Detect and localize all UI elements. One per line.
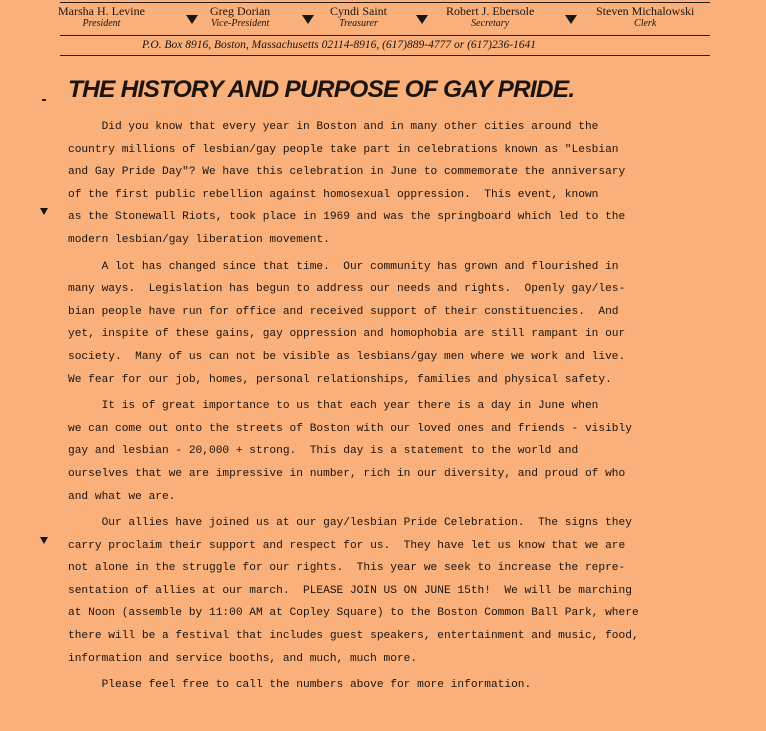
- article-body: [68, 116, 718, 697]
- text-line: ourselves that we are impressive in number, rich in our diversity, and proud of who: [68, 467, 626, 480]
- margin-mark: [42, 99, 46, 101]
- officer-name: Cyndi Saint: [330, 4, 388, 18]
- officers-header: [60, 4, 710, 36]
- paragraph-change: [68, 256, 718, 392]
- text-line: country millions of lesbian/gay people take part in celebrations known as "Lesbian: [68, 143, 619, 156]
- paragraph-history: [68, 116, 718, 252]
- text-line: carry proclaim their support and respect for us. They have let us know that we are: [68, 539, 626, 552]
- paragraph-importance: [68, 395, 718, 508]
- officer-title: Clerk: [634, 18, 657, 29]
- text-line: of the first public rebellion against homosexual oppression. This event, known: [68, 188, 599, 201]
- officer-name: Marsha H. Levine: [58, 4, 145, 18]
- officer-title: Treasurer: [339, 18, 378, 29]
- officer-title: Vice-President: [211, 18, 270, 29]
- text-line: not alone in the struggle for our rights. This year we seek to increase the repre-: [68, 562, 626, 575]
- text-line: It is of great importance to us that each year there is a day in June when: [68, 400, 599, 413]
- officer-treasurer: [330, 4, 387, 30]
- text-line: at Noon (assemble by 11:00 AM at Copley Square) to the Boston Common Ball Park, where: [68, 607, 639, 620]
- text-line: society. Many of us can not be visible as lesbians/gay men where we work and live.: [68, 350, 626, 363]
- triangle-bullet-icon: [186, 15, 198, 24]
- triangle-bullet-icon: [302, 15, 314, 24]
- text-line: yet, inspite of these gains, gay oppression and homophobia are still rampant in our: [68, 328, 626, 341]
- text-line: bian people have run for office and received support of their constituencies. And: [68, 305, 619, 318]
- text-line: We fear for our job, homes, personal relationships, families and physical safety.: [68, 373, 612, 386]
- text-line: we can come out onto the streets of Boston with our loved ones and friends - visibly: [68, 422, 632, 435]
- officer-title: President: [82, 18, 121, 29]
- officer-title: Secretary: [471, 18, 510, 29]
- officer-vice-president: [210, 4, 270, 30]
- officer-clerk: [596, 4, 694, 30]
- triangle-bullet-icon: [40, 208, 48, 215]
- text-line: many ways. Legislation has begun to address our needs and rights. Openly gay/les-: [68, 283, 626, 296]
- officer-president: [58, 4, 145, 30]
- text-line: Did you know that every year in Boston and in many other cities around the: [68, 121, 599, 133]
- text-line: as the Stonewall Riots, took place in 1969 and was the springboard which led to the: [68, 211, 626, 224]
- text-line: and Gay Pride Day"? We have this celebration in June to commemorate the anniversary: [68, 166, 626, 179]
- triangle-bullet-icon: [40, 537, 48, 544]
- triangle-bullet-icon: [416, 15, 428, 24]
- mailing-address: P.O. Box 8916, Boston, Massachusetts 02114-8916, (617)889-4777 or (617)236-1641: [142, 39, 537, 51]
- text-line: Please feel free to call the numbers above for more information.: [68, 679, 532, 692]
- paragraph-contact: [68, 674, 718, 697]
- triangle-bullet-icon: [565, 15, 577, 24]
- text-line: information and service booths, and much, much more.: [68, 652, 418, 665]
- officer-name: Robert J. Ebersole: [446, 4, 535, 18]
- officer-name: Greg Dorian: [210, 4, 271, 18]
- text-line: and what we are.: [68, 490, 176, 503]
- text-line: sentation of allies at our march. PLEASE JOIN US ON JUNE 15th! We will be marching: [68, 584, 632, 597]
- text-line: A lot has changed since that time. Our community has grown and flourished in: [68, 260, 619, 273]
- officer-name: Steven Michalowski: [596, 4, 695, 18]
- text-line: gay and lesbian - 20,000 + strong. This day is a statement to the world and: [68, 445, 579, 458]
- officer-secretary: [446, 4, 534, 30]
- paragraph-allies: [68, 512, 718, 670]
- text-line: there will be a festival that includes guest speakers, entertainment and music, food,: [68, 630, 639, 643]
- top-rule: [60, 2, 710, 3]
- text-line: Our allies have joined us at our gay/lesbian Pride Celebration. The signs they: [68, 517, 632, 530]
- address-rule: [60, 55, 710, 56]
- text-line: modern lesbian/gay liberation movement.: [68, 233, 330, 246]
- page-title: THE HISTORY AND PURPOSE OF GAY PRIDE.: [68, 76, 575, 103]
- header-rule: [60, 35, 710, 36]
